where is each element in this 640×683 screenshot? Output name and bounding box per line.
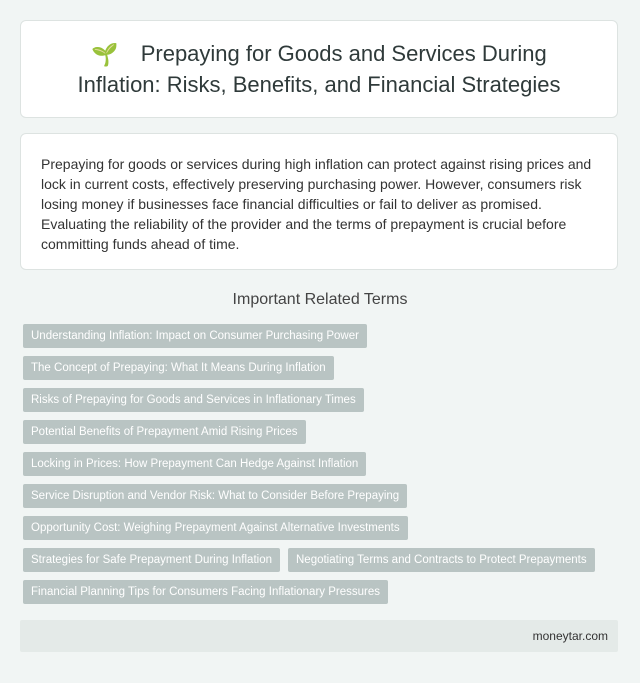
footer-site-name[interactable]: moneytar.com — [532, 629, 608, 643]
page-title-line1: Prepaying for Goods and Services During — [140, 40, 547, 66]
related-term-tag[interactable]: The Concept of Prepaying: What It Means During Inflation — [23, 356, 334, 380]
title-card — [20, 20, 618, 118]
intro-card — [20, 133, 618, 270]
page-title-line2: Inflation: Risks, Benefits, and Financial Strategies — [77, 71, 561, 97]
footer — [20, 620, 618, 652]
related-term-tag[interactable]: Understanding Inflation: Impact on Consumer Purchasing Power — [23, 324, 367, 348]
intro-paragraph: Prepaying for goods or services during high inflation can protect against rising prices and lock in current costs, effectively preserving purchasing power. However, consumers risk losing money if businesses face financial difficulties or fail to deliver as promised. Evaluating the reliability of the provider and the terms of prepayment is crucial before committing funds ahead of time. — [41, 156, 592, 252]
related-terms-list — [23, 324, 623, 604]
related-term-tag[interactable]: Strategies for Safe Prepayment During Inflation — [23, 548, 280, 572]
related-term-tag[interactable]: Locking in Prices: How Prepayment Can Hedge Against Inflation — [23, 452, 366, 476]
related-term-tag[interactable]: Risks of Prepaying for Goods and Services in Inflationary Times — [23, 388, 364, 412]
related-term-tag[interactable]: Potential Benefits of Prepayment Amid Rising Prices — [23, 420, 306, 444]
related-term-tag[interactable]: Service Disruption and Vendor Risk: What to Consider Before Prepaying — [23, 484, 407, 508]
page-title — [77, 39, 560, 100]
related-term-tag[interactable]: Financial Planning Tips for Consumers Facing Inflationary Pressures — [23, 580, 388, 604]
related-term-tag[interactable]: Opportunity Cost: Weighing Prepayment Against Alternative Investments — [23, 516, 408, 540]
related-term-tag[interactable]: Negotiating Terms and Contracts to Protect Prepayments — [288, 548, 595, 572]
sprout-icon: 🌱 — [91, 41, 119, 67]
related-terms-heading: Important Related Terms — [232, 291, 408, 308]
